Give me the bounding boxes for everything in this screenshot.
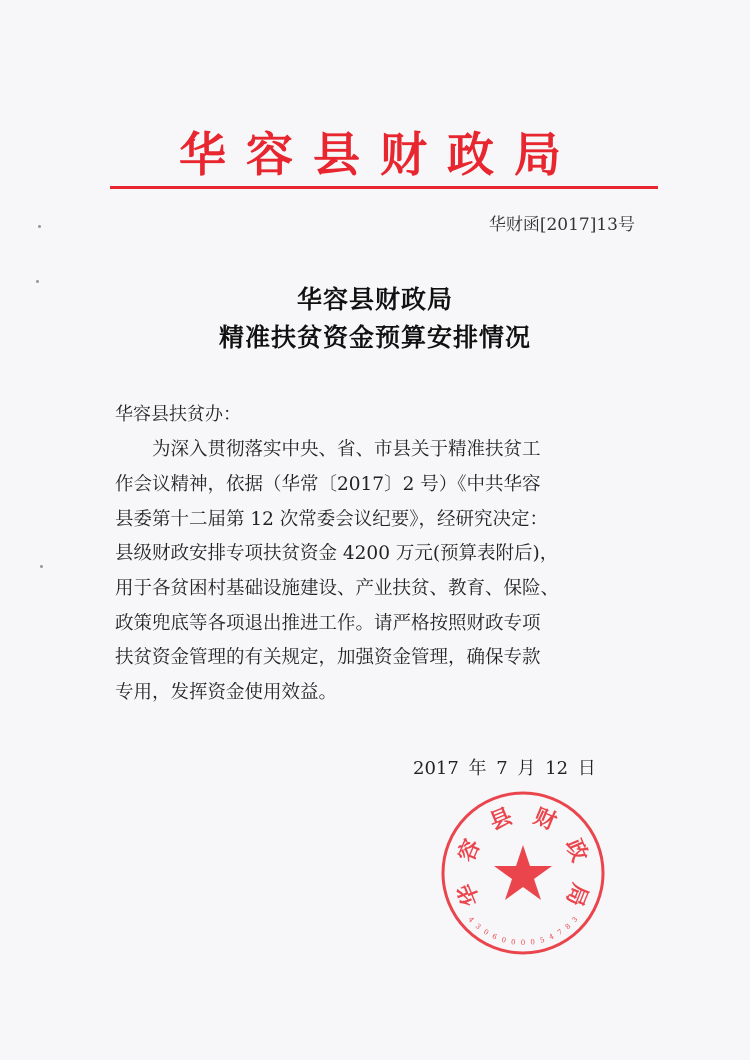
seal-number-char: 6 [490, 932, 499, 942]
title-line-2: 精准扶贫资金预算安排情况 [218, 323, 531, 352]
seal-number-char: 3 [473, 922, 483, 932]
body-line: 作会议精神，依据（华常〔2017〕2 号）《中共华容 [115, 474, 541, 495]
scan-speck [38, 225, 41, 228]
seal-number-char: 4 [547, 932, 556, 942]
issuing-org-header: 华容县财政局 [179, 128, 581, 183]
body-line: 政策兜底等各项退出推进工作。请严格按照财政专项 [115, 613, 541, 634]
body-line: 县级财政安排专项扶贫资金 4200 万元(预算表附后)， [115, 543, 559, 564]
seal-number-char: 0 [510, 938, 517, 947]
seal-number-char: 3 [570, 915, 580, 925]
signature-date: 2017 年 7 月 12 日 [413, 758, 596, 779]
title-line-1: 华容县财政局 [296, 285, 453, 314]
seal-number-char: 5 [539, 935, 546, 945]
seal-number-char: 0 [520, 939, 526, 947]
seal-number-char: 0 [500, 935, 507, 945]
seal-text-char: 容 [453, 835, 486, 866]
body-line: 县委第十二届第 12 次常委会议纪要》，经研究决定： [115, 509, 549, 530]
official-seal [438, 788, 608, 958]
seal-text-char: 政 [560, 835, 593, 866]
seal-number-char: 8 [563, 922, 573, 932]
star-icon [494, 845, 552, 900]
seal-text-char: 财 [529, 803, 561, 836]
body-line: 扶贫资金管理的有关规定，加强资金管理，确保专款 [115, 647, 541, 668]
seal-number-char: 0 [481, 927, 490, 937]
seal-number-char: 0 [529, 938, 536, 947]
body-line: 用于各贫困村基础设施建设、产业扶贫、教育、保险、 [115, 578, 560, 599]
body-line: 专用，发挥资金使用效益。 [115, 682, 338, 703]
document-number: 华财函[2017]13号 [488, 215, 635, 235]
body-line: 为深入贯彻落实中央、省、市县关于精准扶贫工 [115, 439, 541, 460]
red-divider [110, 186, 658, 189]
seal-text-char: 县 [485, 803, 517, 836]
seal-number-char: 7 [556, 927, 565, 937]
addressee: 华容县扶贫办： [115, 404, 241, 425]
seal-number-char: 4 [466, 915, 476, 925]
seal-text-char: 局 [560, 879, 593, 910]
scan-speck [40, 565, 43, 568]
seal-text-char: 华 [453, 879, 486, 910]
